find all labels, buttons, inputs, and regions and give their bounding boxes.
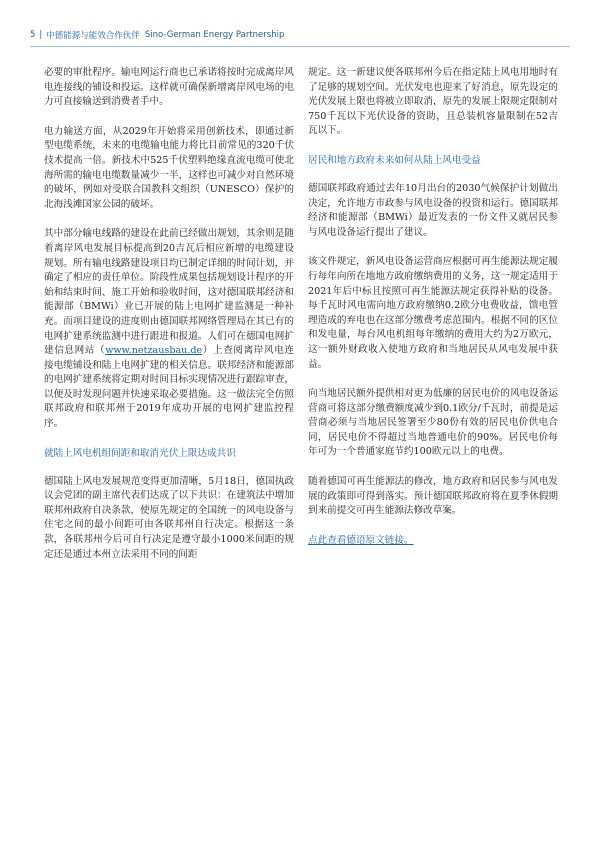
section-heading-residents: 居民和地方政府未来如何从陆上风电受益	[308, 154, 481, 166]
left-paragraph-2: 电力输送方面，从2029年开始将采用创新技术，即通过新型电缆系统，未来的电缆输电能力将比目前常见的320千伏技术提高一倍。新技术中525千伏塑料绝缘直流电缆可使北海所需的输电电缆数量减少一半，这样也可减少对自然环境的破坏，例如对受联合国教科文组织（UNESCO）保护的北海浅滩国家公园的破坏。	[44, 125, 294, 210]
left-paragraph-3-b: ）上查阅离岸风电连接电缆铺设和陆上电网扩建的相关信息。联邦经济和能源部的电网扩建系统将定期对时间目标实现情况进行跟踪审查，以便及时发现问题并快速采取必要措施。这一做法完全仿照联邦政府和联邦州于2019年成功开展的电网扩建监控程序。	[44, 345, 295, 430]
netzausbau-link[interactable]: www.netzausbau.de	[105, 345, 203, 357]
right-paragraph-4: 向当地居民额外提供相对更为低廉的居民电价的风电设备运营商可将这部分缴费额度减少到0.1欧分/千瓦时，前提是运营商必须与当地居民签署至少80份有效的居民电价供电合同，居民电价不得超过当地普通电价的90%。居民电价每年可为一个普通家庭节约100欧元以上的电费。	[308, 388, 558, 458]
page-number: 5	[30, 30, 36, 40]
left-paragraph-3-a: 其中部分输电线路的建设在此前已经做出规划，其余则是随着离岸风电发展目标提高到20吉瓦后相应新增的电缆建设规划。所有输电线路建设项目均已制定详细的时间计划，并确定了相应的责任单位。阶段性成果包括规划设计程序的开始和结束时间、施工开始和验收时间，这对德国联邦经济和能源部（BMWi）业已开展的陆上电网扩建监测是一种补充。而项目建设的进度则由德国联邦网络管理局在其已有的电网扩建系统监测中进行跟进和报道。人们可在德国电网扩建信息网站（	[44, 228, 294, 357]
left-column	[44, 66, 294, 577]
section-heading-wind-distance: 就陆上风电机组间距和取消光伏上限达成共识	[44, 447, 236, 459]
header-title-cn: 中德能源与能效合作伙伴	[46, 31, 140, 41]
header-separator: |	[39, 30, 43, 40]
left-paragraph-3	[44, 227, 294, 431]
right-paragraph-1: 规定。这一新建议使各联邦州今后在指定陆上风电用地时有了足够的规划空间。光伏发电也迎来了好消息，原先设定的光伏发展上限也将被立即取消，原先的发展上限规定限制对750千瓦以下光伏设备的资助，且总装机容量限制在52吉瓦以下。	[308, 67, 558, 137]
right-paragraph-3: 该文件规定，新风电设备运营商应根据可再生能源法规定履行每年向所在地地方政府缴纳费用的义务，这一规定适用于2021年后中标且按照可再生能源法规定获得补贴的设备。每千瓦时风电需向地方政府缴纳0.2欧分电费收益，馈电管理造成的弃电也在这部分缴费考虑范围内。根据不同的区位和发电量，每台风电机组每年缴纳的费用大约为2万欧元，这一额外财政收入使地方政府和当地居民从风电发展中获益。	[308, 256, 558, 370]
left-paragraph-4: 德国陆上风电发展规范变得更加清晰，5月18日，德国执政议会党团的副主席代表们达成了以下共识：在建筑法中增加联邦州政府自决条款，使原先规定的全国统一的风电设备与住宅之间的最小间距可由各联邦州自行决定。根据这一条款，各联邦州今后可自行决定是遵守最小1000米间距的规定还是通过本州立法采用不同的间距	[44, 475, 294, 560]
page-header	[30, 28, 284, 42]
right-column	[308, 66, 558, 563]
header-title-en: Sino-German Energy Partnership	[144, 30, 285, 40]
left-paragraph-1: 必要的审批程序。输电网运行商也已承诺将按时完成离岸风电连接线的铺设和投运。这样就可确保新增离岸风电场的电力可直接输送到消费者手中。	[44, 67, 294, 108]
right-paragraph-2: 德国联邦政府通过去年10月出台的2030气候保护计划做出决定，允许地方市政参与风电设备的投资和运行。德国联邦经济和能源部（BMWi）最近发表的一份文件又就居民参与风电设备运行提出了建议。	[308, 182, 558, 238]
original-text-link[interactable]: 点此查看德语原文链接。	[308, 534, 414, 546]
header-divider	[30, 46, 570, 47]
right-paragraph-5: 随着德国可再生能源法的修改，地方政府和居民参与风电发展的政策即可得到落实。预计德国联邦政府将在夏季休假期到来前提交可再生能源法修改草案。	[308, 476, 558, 517]
